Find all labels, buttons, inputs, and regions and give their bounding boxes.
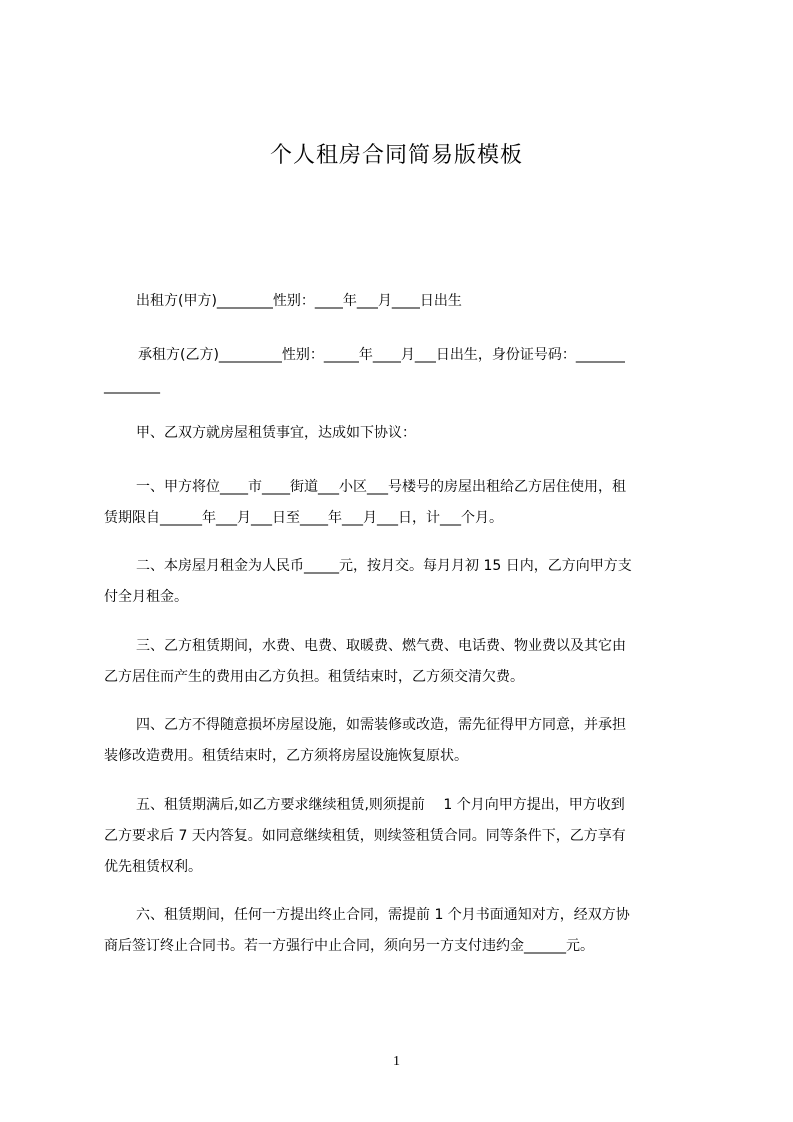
- clause-2-paragraph: [104, 551, 700, 613]
- lessee-line-1: 承租方(乙方)_________性别：_____年____月___日出生，身份证号码：_______: [138, 347, 625, 363]
- clause-4-line-1: 四、乙方不得随意损坏房屋设施，如需装修或改造，需先征得甲方同意，并承担: [136, 717, 626, 733]
- clause-4-line-2: 装修改造费用。租赁结束时，乙方须将房屋设施恢复原状。: [104, 748, 468, 764]
- clause-6-line-2: 商后签订终止合同书。若一方强行中止合同，须向另一方支付违约金______元。: [104, 938, 594, 954]
- clause-1-paragraph: [104, 472, 700, 534]
- clause-5-paragraph: [104, 790, 700, 883]
- lessor-line: 出租方(甲方)________性别：____年___月____日出生: [136, 293, 462, 309]
- lessee-line-2: ________: [104, 378, 160, 394]
- lessee-paragraph: [104, 340, 700, 402]
- intro-paragraph: [104, 418, 700, 449]
- clause-3-line-2: 乙方居住而产生的费用由乙方负担。租赁结束时，乙方须交清欠费。: [104, 669, 524, 685]
- clause-2-line-2: 付全月租金。: [104, 589, 188, 605]
- clause-6-paragraph: [104, 900, 700, 962]
- clause-3-line-1: 三、乙方租赁期间，水费、电费、取暖费、燃气费、电话费、物业费以及其它由: [136, 638, 626, 654]
- intro-text: 甲、乙双方就房屋租赁事宜，达成如下协议：: [136, 425, 416, 441]
- clause-1-line-2: 赁期限自______年___月___日至____年___月___日，计___个月。: [104, 510, 503, 526]
- clause-5-line-3: 优先租赁权利。: [104, 859, 202, 875]
- clause-5-line-2: 乙方要求后 7 天内答复。如同意继续租赁，则续签租赁合同。同等条件下，乙方享有: [104, 828, 626, 844]
- page-number: 1: [393, 1054, 400, 1069]
- document-title: 个人租房合同简易版模板: [269, 143, 523, 168]
- clause-2-line-1: 二、本房屋月租金为人民币_____元，按月交。每月月初 15 日内，乙方向甲方支: [136, 558, 632, 574]
- clause-4-paragraph: [104, 710, 700, 772]
- lessor-paragraph: [104, 286, 700, 317]
- clause-3-paragraph: [104, 631, 700, 693]
- clause-5-line-1: 五、租赁期满后,如乙方要求继续租赁,则须提前 1 个月向甲方提出，甲方收到: [136, 797, 625, 813]
- clause-6-line-1: 六、租赁期间，任何一方提出终止合同，需提前 1 个月书面通知对方，经双方协: [136, 907, 630, 923]
- clause-1-line-1: 一、甲方将位____市____街道___小区___号楼号的房屋出租给乙方居住使用，租: [136, 479, 626, 495]
